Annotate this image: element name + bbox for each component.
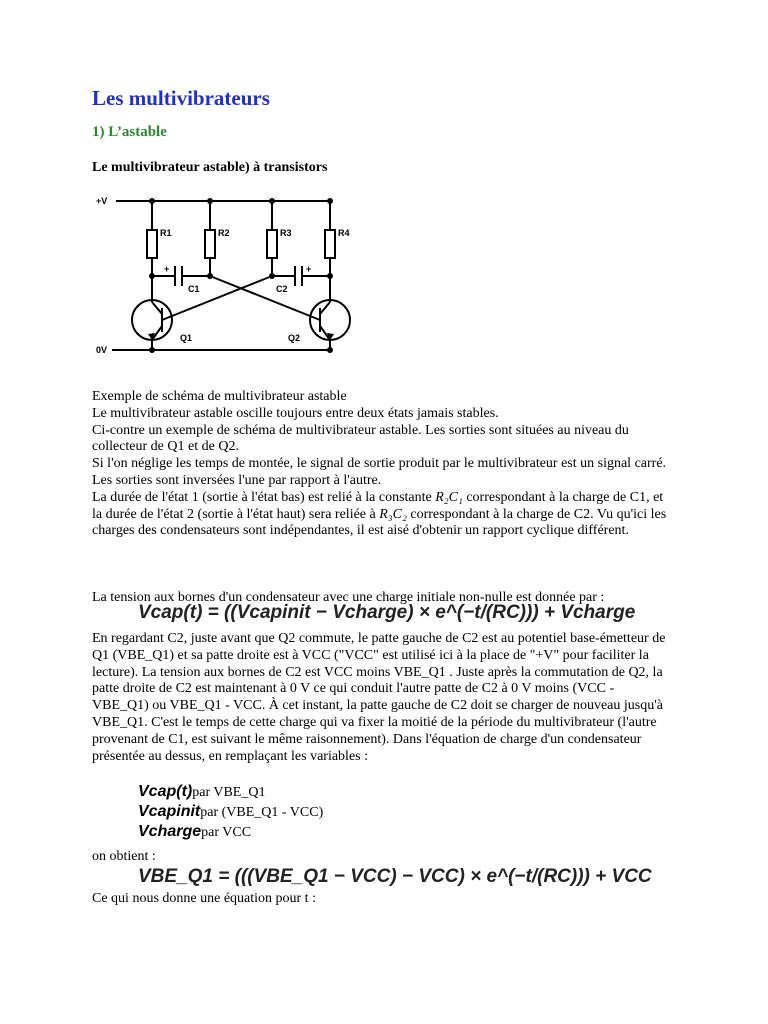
page-title: Les multivibrateurs bbox=[92, 86, 270, 110]
var-vcap: Vcap(t) bbox=[138, 783, 193, 800]
label-r4: R4 bbox=[338, 228, 350, 238]
paragraph: Les sorties sont inversées l'une par rapport à l'autre. bbox=[92, 472, 382, 488]
rc-constant-2: R₃C₂ bbox=[379, 506, 407, 522]
text-run: correspondant à la charge de C1, et la durée de l'état 2 (sortie à l'état haut) sera reliée à bbox=[92, 489, 664, 522]
text-run: La tension aux bornes d'un condensateur avec une charge initiale non-nulle est donnée par : bbox=[92, 590, 605, 605]
final-sentence: Ce qui nous donne une équation pour t : bbox=[92, 891, 316, 906]
var-vcapinit: Vcapinit bbox=[138, 803, 201, 820]
substitution-text: par (VBE_Q1 - VCC) bbox=[200, 805, 324, 820]
substitution-text: par VBE_Q1 bbox=[192, 785, 266, 800]
substitution-item bbox=[138, 782, 323, 802]
label-q1: Q1 bbox=[180, 333, 193, 343]
label-r3: R3 bbox=[280, 228, 292, 238]
charge-formula: Vcap(t) = ((Vcapinit − Vcharge) × e^(−t/(RC))) + Vcharge bbox=[138, 601, 636, 623]
text-run: La durée de l'état 1 (sortie à l'état bas) est relié à la constante bbox=[92, 489, 436, 505]
label-q2: Q2 bbox=[288, 333, 301, 343]
section-heading: 1) L’astable bbox=[92, 124, 167, 140]
intro-text bbox=[92, 389, 672, 540]
substitution-item bbox=[138, 822, 323, 842]
label-c1: C1 bbox=[188, 284, 200, 294]
rc-constant-1: R₂C₁ bbox=[435, 489, 463, 505]
label-r2: R2 bbox=[218, 228, 230, 238]
paragraph: En regardant C2, juste avant que Q2 commute, le patte gauche de C2 est au potentiel base-émetteur de Q1 (VBE_Q1) et sa patte droite est à VCC ("VCC" est utilisé ici à la place de "+V" pour faciliter la lecture). La tension aux bornes de C2 est VCC moins VBE_Q1 . Juste après la commutation de Q2, la patte droite de C2 est maintenant à 0 V ce qui conduit l'autre patte de C2 à 0 V moins (VCC - VBE_Q1) ou VBE_Q1 - VCC. À cet instant, la patte gauche de C2 doit se charger de nouveau jusqu'à VBE_Q1. C'est le temps de cette charge qui va fixer la moitié de la période du multivibrateur (l'autre provenant de C1, est suivant le même raisonnement). Dans l'équation de charge d'un condensateur présentée au dessus, en remplaçant les variables : bbox=[92, 631, 666, 764]
label-c2: C2 bbox=[276, 284, 288, 294]
label-r1: R1 bbox=[160, 228, 172, 238]
label-plus-c1: + bbox=[164, 264, 170, 274]
var-vcharge: Vcharge bbox=[138, 823, 202, 840]
figure-caption: Exemple de schéma de multivibrateur astable bbox=[92, 389, 347, 404]
text-run: correspondant à la charge de C2. Vu qu'ici les charges des condensateurs sont indépendantes, il est aisé d'obtenir un rapport cyclique différent. bbox=[92, 506, 667, 539]
substitution-text: par VCC bbox=[201, 825, 252, 840]
subsection-heading: Le multivibrateur astable) à transistors bbox=[92, 160, 328, 175]
label-zero: 0V bbox=[96, 345, 108, 355]
formula-intro bbox=[92, 590, 672, 622]
paragraph: Si l'on néglige les temps de montée, le signal de sortie produit par le multivibrateur est un signal carré. bbox=[92, 456, 667, 472]
paragraph: Ci-contre un exemple de schéma de multivibrateur astable. Les sorties sont situées au niveau du collecteur de Q1 et de Q2. bbox=[92, 422, 629, 455]
astable-schematic bbox=[92, 190, 352, 360]
result-formula: VBE_Q1 = (((VBE_Q1 − VCC) − VCC) × e^(−t/(RC))) + VCC bbox=[138, 866, 652, 887]
on-obtient: on obtient : bbox=[92, 849, 156, 864]
substitution-list bbox=[138, 782, 323, 842]
substitution-item bbox=[138, 802, 323, 822]
paragraph: Le multivibrateur astable oscille toujours entre deux états jamais stables. bbox=[92, 405, 499, 421]
label-plus-c2: + bbox=[306, 264, 312, 274]
explanation-text bbox=[92, 631, 672, 765]
label-vplus: +V bbox=[96, 196, 108, 206]
paragraph bbox=[92, 490, 672, 540]
